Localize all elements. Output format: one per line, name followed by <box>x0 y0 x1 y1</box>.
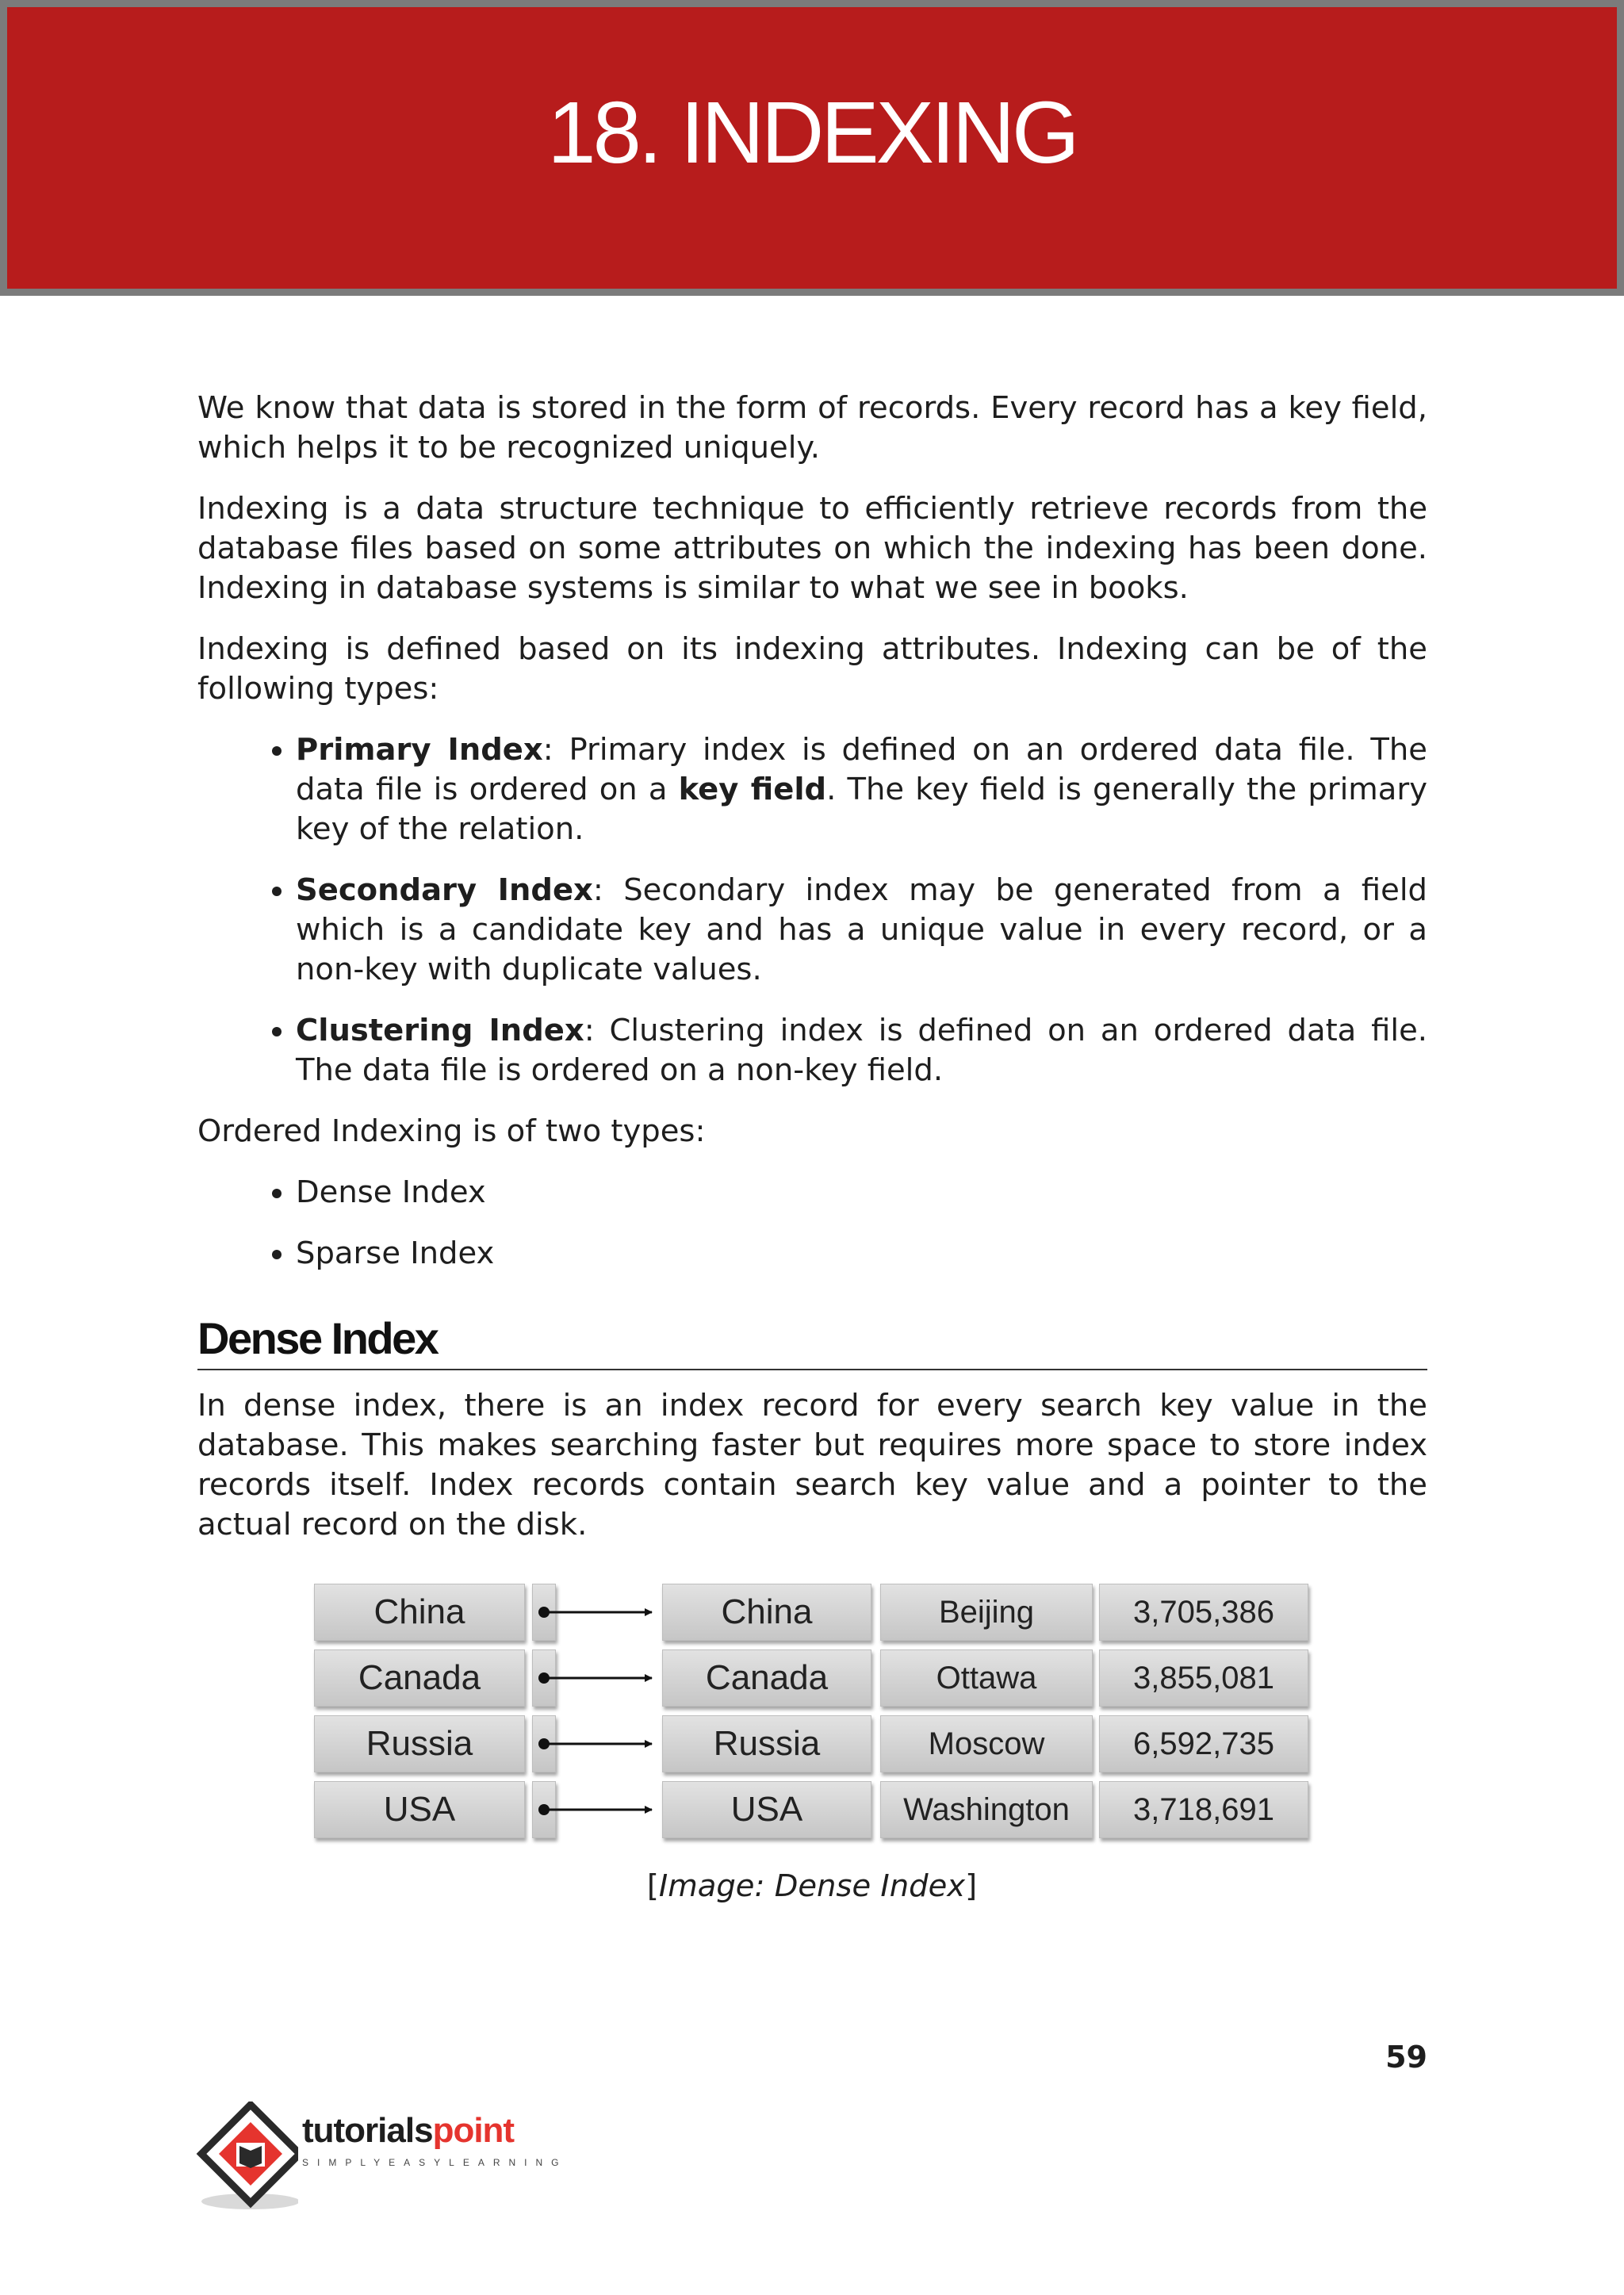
arrow-row-3 <box>538 1804 652 1815</box>
secondary-index-text: : Secondary index may be generated from a field which is a candidate key and has a unique value in every record, or a non-key with duplicate values. <box>296 872 1427 987</box>
tutorialspoint-logo <box>195 2102 568 2216</box>
record-key-cell: USA <box>662 1781 871 1838</box>
record-key-cell: Russia <box>662 1715 871 1772</box>
index-key-cell: USA <box>314 1781 525 1838</box>
logo-word-point: point <box>432 2111 515 2150</box>
record-capital-cell: Washington <box>880 1781 1093 1838</box>
intro-paragraph-3: Indexing is defined based on its indexing attributes. Indexing can be of the following types: <box>197 631 1427 707</box>
ordered-indexing-intro: Ordered Indexing is of two types: <box>197 1113 706 1149</box>
chapter-banner <box>0 0 1624 296</box>
logo-word-tutorials: tutorials <box>302 2111 433 2150</box>
pointer-arrows <box>311 1582 1318 1841</box>
term-key-field: key field <box>678 772 827 807</box>
record-key-cell: China <box>662 1584 871 1641</box>
record-capital-cell: Ottawa <box>880 1649 1093 1707</box>
intro-paragraph-2: Indexing is a data structure technique to efficiently retrieve records from the database files based on some attributes on which the indexing has been done. Indexing in database systems is similar to what we see in books. <box>197 491 1427 606</box>
page-number: 59 <box>1385 2040 1427 2075</box>
caption-bracket-open: [ <box>646 1868 659 1904</box>
logo-emblem-icon <box>195 2102 298 2213</box>
chapter-title: 18. INDEXING <box>547 84 1077 182</box>
list-item-primary-index <box>296 730 1427 849</box>
figure-caption <box>0 1868 1624 1904</box>
caption-text: Image: Dense Index <box>658 1868 966 1904</box>
record-value-cell: 3,705,386 <box>1099 1584 1308 1641</box>
list-item-clustering-index <box>296 1011 1427 1090</box>
arrow-row-1 <box>538 1672 652 1684</box>
term-secondary-index: Secondary Index <box>296 872 593 908</box>
index-key-cell: China <box>314 1584 525 1641</box>
primary-index-text-a: : Primary index is defined on an ordered data file. The data file is ordered on a <box>296 732 1427 807</box>
term-primary-index: Primary Index <box>296 732 543 768</box>
record-key-cell: Canada <box>662 1649 871 1707</box>
caption-bracket-close: ] <box>965 1868 978 1904</box>
section-heading-dense-index: Dense Index <box>197 1313 1427 1370</box>
list-item-dense: • Dense Index <box>296 1173 1427 1213</box>
record-capital-cell: Moscow <box>880 1715 1093 1772</box>
primary-index-text-c: . The key field is generally the primary key of the relation. <box>296 772 1427 847</box>
record-value-cell: 3,855,081 <box>1099 1649 1308 1707</box>
list-item-secondary-index <box>296 871 1427 990</box>
list-item-sparse: • Sparse Index <box>296 1234 1427 1274</box>
arrow-row-0 <box>538 1607 652 1618</box>
ordered-types-list <box>197 1173 1427 1274</box>
dense-index-paragraph: In dense index, there is an index record for every search key value in the database. This makes searching faster but requires more space to store index records itself. Index records contain search key value and a pointer to the actual record on the disk. <box>197 1388 1427 1543</box>
logo-wordmark <box>302 2111 514 2151</box>
logo-tagline: SIMPLYEASYLEARNING <box>302 2157 568 2168</box>
term-clustering-index: Clustering Index <box>296 1013 584 1048</box>
arrow-row-2 <box>538 1738 652 1749</box>
intro-paragraph-1: We know that data is stored in the form of records. Every record has a key field, which helps it to be recognized uniquely. <box>197 390 1427 466</box>
index-key-cell: Russia <box>314 1715 525 1772</box>
index-key-cell: Canada <box>314 1649 525 1707</box>
index-types-list <box>197 730 1427 1090</box>
page-content <box>197 389 1427 1566</box>
record-value-cell: 6,592,735 <box>1099 1715 1308 1772</box>
dense-index-figure <box>311 1582 1318 1841</box>
record-value-cell: 3,718,691 <box>1099 1781 1308 1838</box>
clustering-index-text: : Clustering index is defined on an ordered data file. The data file is ordered on a non-key field. <box>296 1013 1427 1088</box>
record-capital-cell: Beijing <box>880 1584 1093 1641</box>
